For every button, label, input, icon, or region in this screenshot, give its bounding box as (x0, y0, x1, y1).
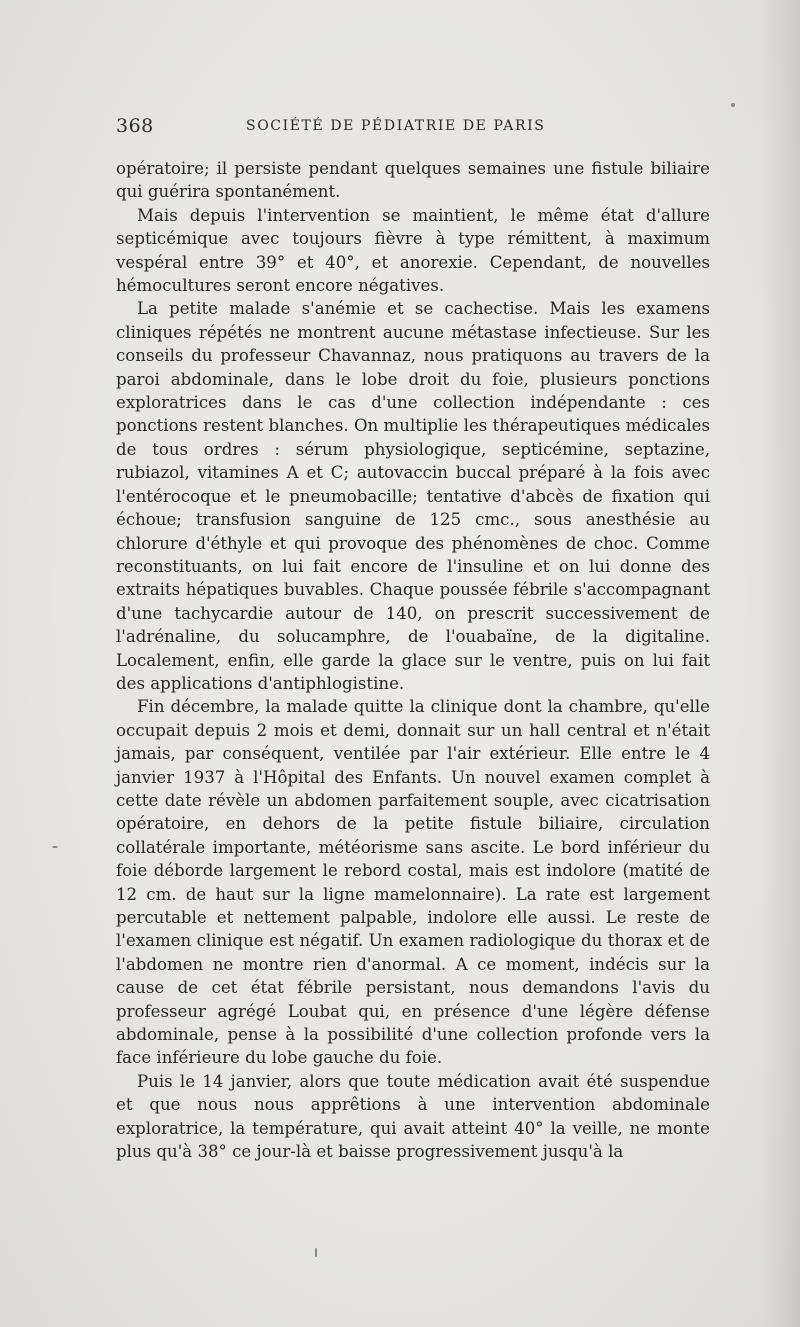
binding-shadow (760, 0, 800, 1327)
journal-title: SOCIÉTÉ DE PÉDIATRIE DE PARIS (246, 118, 546, 134)
paragraph: Mais depuis l'intervention se maintient, le même état d'allure septicémique avec toujours fièvre à type rémittent, à maximum vespéral entre 39° et 40°, et anorexie. Cependant, de nouvelles hémocultures seront encore négatives. (116, 205, 710, 296)
paragraph: La petite malade s'anémie et se cachectise. Mais les examens cliniques répétés ne montrent aucune métastase infectieuse. Sur les conseils du professeur Chavannaz, nous pratiquons au travers de la paroi abdominale, dans le lobe droit du foie, plusieurs ponctions exploratrices dans le cas d'une collection indépendante : ces ponctions restent blanches. On multiplie les thérapeutiques médicales de tous ordres : sérum physiologique, septicémine, septazine, rubiazol, vitamines A et C; autovaccin buccal préparé à la fois avec l'entérocoque et le pneumobacille; tentative d'abcès de fixation qui échoue; transfusion sanguine de 125 cmc., sous anesthésie au chlorure d'éthyle et qui provoque des phénomènes de choc. Comme reconstituants, on lui fait encore de l'insuline et on lui donne des extraits hépatiques buvables. Chaque poussée fébrile s'accompagnant d'une tachycardie autour de 140, on prescrit successivement de l'adrénaline, du solucamphre, de l'ouabaïne, de la digitaline. Localement, enfin, elle garde la glace sur le ventre, puis on lui fait des applications d'antiphlogistine. (116, 299, 710, 693)
body-text (116, 157, 710, 1163)
paragraph: Fin décembre, la malade quitte la clinique dont la chambre, qu'elle occupait depuis 2 mois et demi, donnait sur un hall central et n'était jamais, par conséquent, ventilée par l'air extérieur. Elle entre le 4 janvier 1937 à l'Hôpital des Enfants. Un nouvel examen complet à cette date révèle un abdomen parfaitement souple, avec cicatrisation opératoire, en dehors de la petite fistule biliaire, circulation collatérale importante, météorisme sans ascite. Le bord inférieur du foie déborde largement le rebord costal, mais est indolore (matité de 12 cm. de haut sur la ligne mamelonnaire). La rate est largement percutable et nettement palpable, indolore elle aussi. Le reste de l'examen clinique est négatif. Un examen radiologique du thorax et de l'abdomen ne montre rien d'anormal. A ce moment, indécis sur la cause de cet état fébrile persistant, nous demandons l'avis du professeur agrégé Loubat qui, en présence d'une légère défense abdominale, pense à la possibilité d'une collection profonde vers la face inférieure du lobe gauche du foie. (116, 697, 710, 1068)
paragraph-continuation: opératoire; il persiste pendant quelques semaines une fistule biliaire qui guérira spontanément. (116, 159, 710, 202)
page-number: 368 (116, 115, 154, 137)
dust-speck (52, 846, 58, 848)
running-head (116, 115, 712, 139)
dust-speck (731, 103, 735, 107)
dust-speck (315, 1248, 317, 1257)
paragraph: Puis le 14 janvier, alors que toute médication avait été suspendue et que nous nous apprêtions à une intervention abdominale exploratrice, la température, qui avait atteint 40° la veille, ne monte plus qu'à 38° ce jour-là et baisse progressivement jusqu'à la (116, 1071, 710, 1162)
